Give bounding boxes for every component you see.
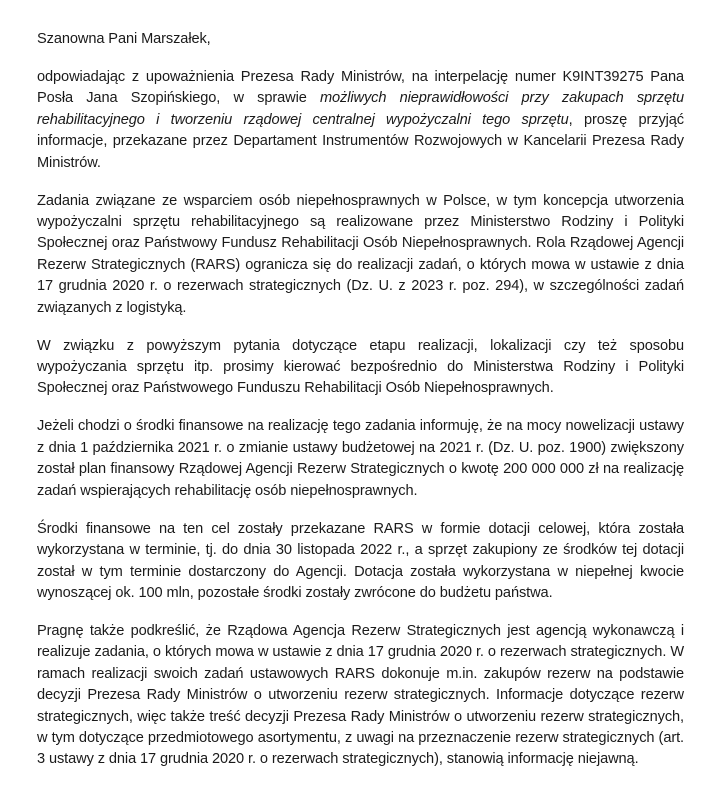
paragraph-funding-allocation: Jeżeli chodzi o środki finansowe na realizację tego zadania informuję, że na mocy nowelizacji ustawy z dnia 1 października 2021 r. o zmianie ustawy budżetowej na 2021 r. (Dz. U. poz. 1900) zwiększony został plan finansowy Rządowej Agencji Rezerw Strategicznych o kwotę 200 000 000 zł na realizację zadań wspierających rehabilitację osób niepełnosprawnych. [37, 418, 684, 499]
intro-italic-subject: możliwych nieprawidłowości przy zakupach sprzętu rehabilitacyjnego i tworzeniu rządowej centralnej wypożyczalni tego sprzętu [37, 90, 684, 128]
paragraph-intro-response [37, 67, 684, 174]
salutation: Szanowna Pani Marszałek, [37, 31, 211, 47]
intro-text-before-italic: odpowiadając z upoważnienia Prezesa Rady Ministrów, na interpelację numer K9INT39275 Pana Posła Jana Szopińskiego, w sprawie [37, 69, 684, 107]
intro-text-after-italic: , proszę przyjąć informacje, przekazane przez Departament Instrumentów Rozwojowych w Kancelarii Prezesa Rady Ministrów. [37, 111, 684, 171]
paragraph-tasks-responsibility: Zadania związane ze wsparciem osób niepełnosprawnych w Polsce, w tym koncepcja utworzenia wypożyczalni sprzętu rehabilitacyjnego są realizowane przez Ministerstwo Rodziny i Polityki Społecznej oraz Państwowy Fundusz Rehabilitacji Osób Niepełnosprawnych. Rola Rządowej Agencji Rezerw Strategicznych (RARS) ogranicza się do realizacji zadań, o których mowa w ustawie z dnia 17 grudnia 2020 r. o rezerwach strategicznych (Dz. U. z 2023 r. poz. 294), w szczególności zadań związanych z logistyką. [37, 192, 684, 316]
paragraph-grant-usage: Środki finansowe na ten cel zostały przekazane RARS w formie dotacji celowej, która została wykorzystana w terminie, tj. do dnia 30 listopada 2022 r., a sprzęt zakupiony ze środków tej dotacji został w tym terminie dostarczony do Agencji. Dotacja została wykorzystana w niepełnej kwocie wynoszącej ok. 100 mln, pozostałe środki zostały zwrócone do budżetu państwa. [37, 520, 684, 601]
paragraph-redirect-questions: W związku z powyższym pytania dotyczące etapu realizacji, lokalizacji czy też sposobu wypożyczania sprzętu itp. prosimy kierować bezpośrednio do Ministerstwa Rodziny i Polityki Społecznej oraz Państwowego Funduszu Rehabilitacji Osób Niepełnosprawnych. [37, 337, 684, 397]
paragraph-classified-information: Pragnę także podkreślić, że Rządowa Agencja Rezerw Strategicznych jest agencją wykonawczą i realizuje zadania, o których mowa w ustawie z dnia 17 grudnia 2020 r. o rezerwach strategicznych. W ramach realizacji swoich zadań ustawowych RARS dokonuje m.in. zakupów rezerw na podstawie decyzji Prezesa Rady Ministrów o utworzeniu rezerw strategicznych. Informacje dotyczące rezerw strategicznych, więc także treść decyzji Prezesa Rady Ministrów o utworzeniu rezerw strategicznych, w tym dotyczące przedmiotowego asortymentu, z uwagi na przeznaczenie rezerw strategicznych (art. 3 ustawy z dnia 17 grudnia 2020 r. o rezerwach strategicznych), stanowią informację niejawną. [37, 622, 684, 768]
